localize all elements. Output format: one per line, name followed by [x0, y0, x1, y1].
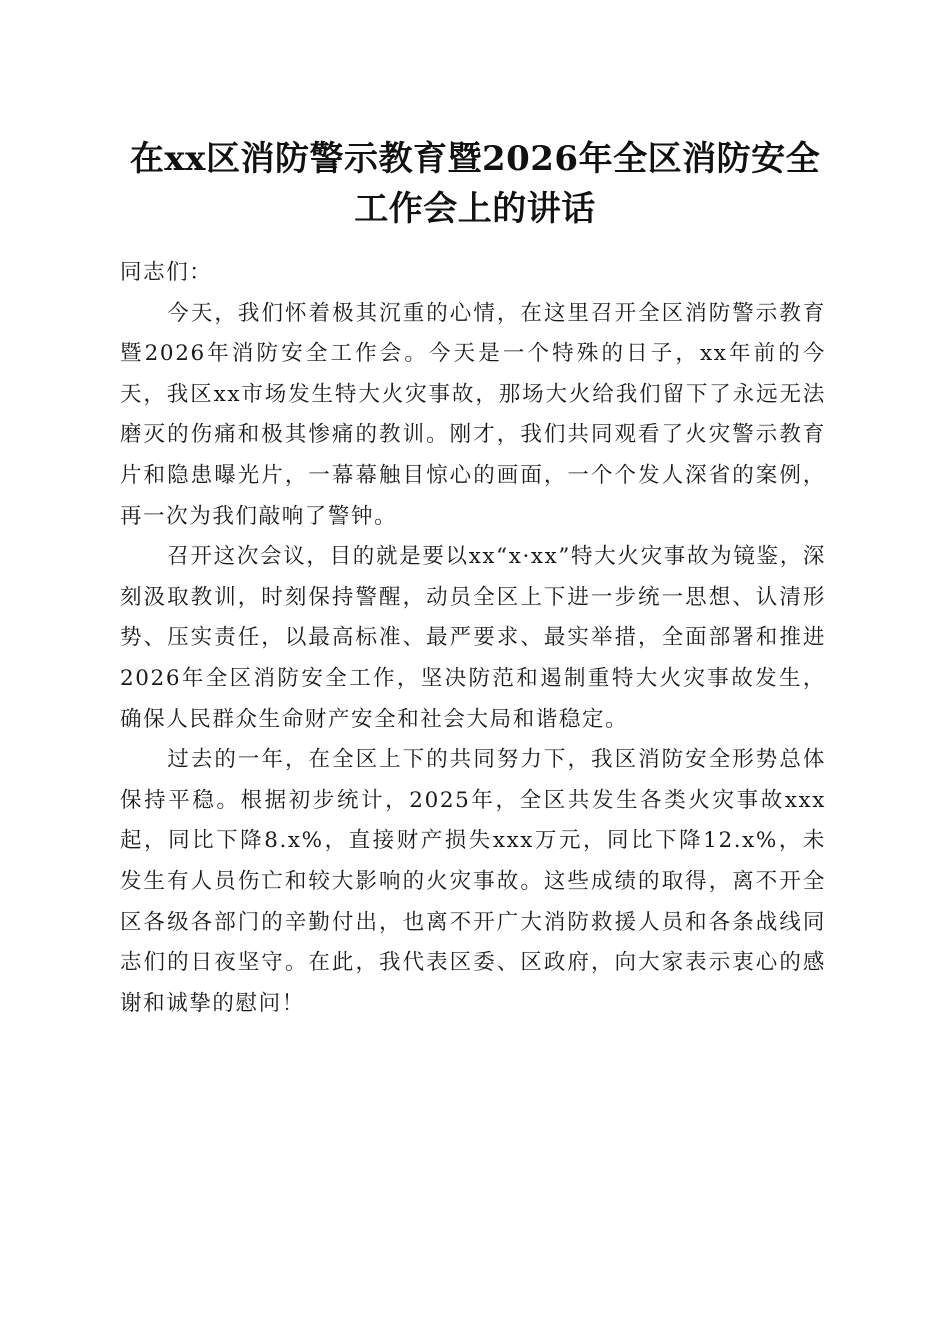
document-body	[120, 253, 826, 1024]
title-line-2: 工作会上的讲话	[354, 189, 596, 229]
paragraph-review: 过去的一年，在全区上下的共同努力下，我区消防安全形势总体保持平稳。根据初步统计，2025年，全区共发生各类火灾事故xxx起，同比下降8.x%，直接财产损失xxx万元，同比下降12.x%，未发生有人员伤亡和较大影响的火灾事故。这些成绩的取得，离不开全区各级各部门的辛勤付出，也离不开广大消防救援人员和各条战线同志们的日夜坚守。在此，我代表区委、区政府，向大家表示衷心的感谢和诚挚的慰问！	[120, 747, 826, 1016]
title-line-1: 在xx区消防警示教育暨2026年全区消防安全	[129, 139, 821, 179]
salutation: 同志们：	[120, 260, 213, 285]
paragraph-purpose: 召开这次会议，目的就是要以xx“x·xx”特大火灾事故为镜鉴，深刻汲取教训，时刻保持警醒，动员全区上下进一步统一思想、认清形势、压实责任，以最高标准、最严要求、最实举措，全面部署和推进2026年全区消防安全工作，坚决防范和遏制重特大火灾事故发生，确保人民群众生命财产安全和社会大局和谐稳定。	[120, 544, 826, 732]
paragraph-opening: 今天，我们怀着极其沉重的心情，在这里召开全区消防警示教育暨2026年消防安全工作会。今天是一个特殊的日子，xx年前的今天，我区xx市场发生特大火灾事故，那场大火给我们留下了永远无法磨灭的伤痛和极其惨痛的教训。刚才，我们共同观看了火灾警示教育片和隐患曝光片，一幕幕触目惊心的画面，一个个发人深省的案例，再一次为我们敲响了警钟。	[120, 300, 826, 529]
document-title	[100, 134, 850, 234]
